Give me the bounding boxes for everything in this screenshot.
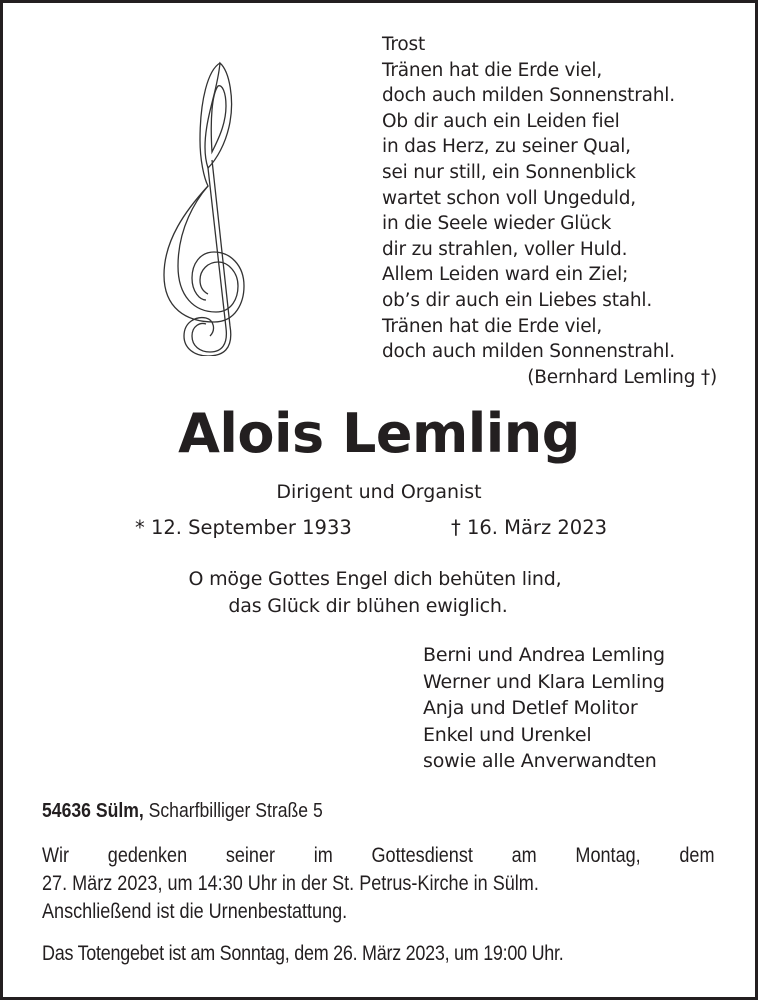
deceased-role: Dirigent und Organist (276, 481, 482, 503)
service-line: 27. März 2023, um 14:30 Uhr in der St. Petrus-Kirche in Sülm. (42, 872, 539, 895)
mourner: Werner und Klara Lemling (423, 670, 665, 693)
verse-line: das Glück dir blühen ewiglich. (228, 595, 508, 617)
death-date: † 16. März 2023 (451, 516, 608, 539)
mourners-list (423, 642, 665, 775)
address (42, 798, 323, 824)
poem-line: Ob dir auch ein Leiden fiel (382, 110, 620, 132)
mourner: Enkel und Urenkel (423, 723, 592, 746)
poem-line: Tränen hat die Erde viel, (382, 315, 603, 337)
mourner: Berni und Andrea Lemling (423, 644, 665, 666)
birth-date: * 12. September 1933 (135, 516, 352, 539)
memorial-verse (0, 566, 758, 620)
address-street: Scharfbilliger Straße 5 (143, 800, 323, 822)
poem-line: doch auch milden Sonnenstrahl. (382, 341, 675, 363)
poem-author: (Bernhard Lemling †) (527, 366, 717, 388)
poem (382, 32, 717, 390)
poem-title: Trost (382, 34, 425, 55)
poem-line: in die Seele wieder Glück (382, 213, 612, 235)
service-info (42, 842, 715, 926)
prayer-info: Das Totengebet ist am Sonntag, dem 26. März 2023, um 19:00 Uhr. (42, 942, 564, 965)
service-line: Wir gedenken seiner im Gottesdienst am Montag, dem (42, 844, 715, 867)
poem-line: sei nur still, ein Sonnenblick (382, 161, 636, 183)
address-city: 54636 Sülm, (42, 800, 144, 822)
service-line: Anschließend ist die Urnenbestattung. (42, 900, 348, 923)
mourner: Anja und Detlef Molitor (423, 697, 638, 720)
poem-line: ob’s dir auch ein Liebes stahl. (382, 289, 653, 311)
poem-line: dir zu strahlen, voller Huld. (382, 238, 628, 260)
poem-line: Allem Leiden ward ein Ziel; (382, 264, 629, 286)
poem-line: Tränen hat die Erde viel, (382, 59, 603, 81)
poem-line: wartet schon voll Ungeduld, (382, 187, 636, 209)
deceased-name: Alois Lemling (178, 402, 580, 465)
verse-line: O möge Gottes Engel dich behüten lind, (188, 568, 562, 590)
poem-line: in das Herz, zu seiner Qual, (382, 136, 631, 158)
mourner: sowie alle Anverwandten (423, 750, 657, 773)
treble-clef-icon (156, 60, 246, 356)
poem-line: doch auch milden Sonnenstrahl. (382, 85, 675, 107)
